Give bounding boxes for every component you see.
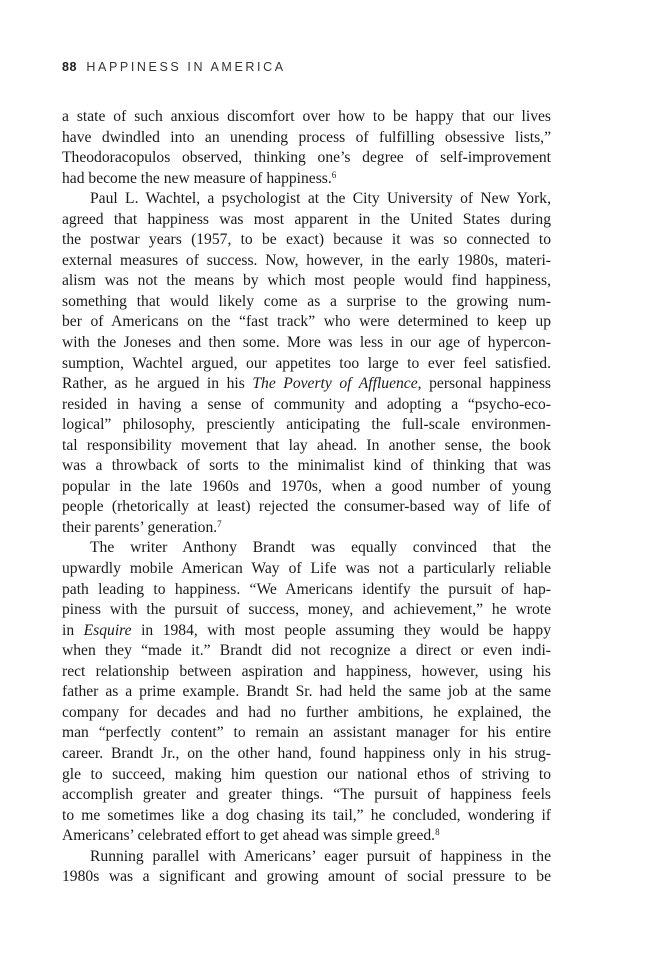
line-text: alism was not the means by which most people would find happiness, xyxy=(62,272,551,290)
line-text: external measures of success. Now, however, in the early 1980s, materi- xyxy=(62,251,551,269)
running-head xyxy=(62,60,286,74)
text-line xyxy=(62,682,551,703)
line-text: with the Joneses and then some. More was less in our age of hypercon- xyxy=(62,334,551,352)
text-line xyxy=(62,518,551,539)
text-line xyxy=(62,785,551,806)
text-line xyxy=(62,703,551,724)
text-line xyxy=(62,271,551,292)
text-line xyxy=(62,847,551,868)
line-text: path leading to happiness. “We Americans identify the pursuit of hap- xyxy=(62,580,551,598)
text-line xyxy=(62,292,551,313)
line-text: popular in the late 1960s and 1970s, when a good number of young xyxy=(62,477,551,495)
line-text: Running parallel with Americans’ eager pursuit of happiness in the xyxy=(90,847,551,865)
text-line xyxy=(62,497,551,518)
line-text: have dwindled into an unending process of fulfilling obsessive lists,” xyxy=(62,128,551,146)
text-line xyxy=(62,354,551,375)
line-text: Rather, as he argued in his xyxy=(62,375,253,393)
line-text: , personal happiness xyxy=(417,375,551,393)
text-line xyxy=(62,806,551,827)
line-text: upwardly mobile American Way of Life was not a particularly reliable xyxy=(62,560,551,578)
line-text: in 1984, with most people assuming they would be happy xyxy=(131,621,551,639)
line-text: 1980s was a significant and growing amount of social pressure to be xyxy=(62,868,551,886)
text-line xyxy=(62,456,551,477)
text-line xyxy=(62,436,551,457)
line-text: when they “made it.” Brandt did not recognize a direct or even indi- xyxy=(62,642,551,660)
line-text: career. Brandt Jr., on the other hand, found happiness only in his strug- xyxy=(62,744,551,762)
text-line xyxy=(62,477,551,498)
line-text: rect relationship between aspiration and happiness, however, using his xyxy=(62,662,551,680)
text-line xyxy=(62,580,551,601)
line-text: was a throwback of sorts to the minimalist kind of thinking that was xyxy=(62,457,551,475)
line-text: father as a prime example. Brandt Sr. had held the same job at the same xyxy=(62,683,551,701)
text-line xyxy=(62,374,551,395)
line-text: had become the new measure of happiness. xyxy=(62,169,332,187)
text-line xyxy=(62,600,551,621)
running-title: HAPPINESS IN AMERICA xyxy=(86,60,286,74)
text-line xyxy=(62,333,551,354)
line-text: accomplish greater and greater things. “The pursuit of happiness feels xyxy=(62,786,551,804)
text-line xyxy=(62,169,551,190)
line-text: agreed that happiness was most apparent in the United States during xyxy=(62,210,551,228)
line-text: their parents’ generation. xyxy=(62,518,218,536)
text-line xyxy=(62,826,551,847)
text-line xyxy=(62,765,551,786)
line-text: Paul L. Wachtel, a psychologist at the City University of New York, xyxy=(90,190,551,208)
line-text: company for decades and had no further ambitions, he explained, the xyxy=(62,703,551,721)
text-line xyxy=(62,107,551,128)
text-line xyxy=(62,744,551,765)
line-text: resided in having a sense of community and adopting a “psycho-eco- xyxy=(62,395,551,413)
line-text: piness with the pursuit of success, money, and achievement,” he wrote xyxy=(62,601,551,619)
line-text: in xyxy=(62,621,84,639)
italic-title: Esquire xyxy=(83,621,132,639)
line-text: ber of Americans on the “fast track” who were determined to keep up xyxy=(62,313,551,331)
text-line xyxy=(62,867,551,888)
text-line xyxy=(62,559,551,580)
text-line xyxy=(62,538,551,559)
text-line xyxy=(62,251,551,272)
page-number: 88 xyxy=(62,60,77,74)
line-text: sumption, Wachtel argued, our appetites too large to ever feel satisfied. xyxy=(62,354,551,372)
text-line xyxy=(62,128,551,149)
line-text: tal responsibility movement that lay ahead. In another sense, the book xyxy=(62,436,551,454)
line-text: Theodoracopulos observed, thinking one’s degree of self-improvement xyxy=(62,149,551,167)
text-line xyxy=(62,148,551,169)
text-line xyxy=(62,641,551,662)
text-line xyxy=(62,621,551,642)
line-text: logical” philosophy, presciently anticipating the full-scale environmen- xyxy=(62,416,551,434)
text-line xyxy=(62,312,551,333)
line-text: to me sometimes like a dog chasing its tail,” he concluded, wondering if xyxy=(62,806,551,824)
text-line xyxy=(62,723,551,744)
line-text: Americans’ celebrated effort to get ahead was simple greed. xyxy=(62,827,436,845)
text-line xyxy=(62,210,551,231)
line-text: man “perfectly content” to remain an assistant manager for his entire xyxy=(62,724,551,742)
text-line xyxy=(62,189,551,210)
footnote-marker: 8 xyxy=(435,827,440,838)
text-line xyxy=(62,662,551,683)
text-line xyxy=(62,415,551,436)
line-text: people (rhetorically at least) rejected the consumer-based way of life of xyxy=(62,498,551,516)
footnote-marker: 7 xyxy=(217,518,222,529)
italic-title: The Poverty of Affluence xyxy=(252,375,418,393)
line-text: The writer Anthony Brandt was equally convinced that the xyxy=(90,539,551,557)
line-text: a state of such anxious discomfort over how to be happy that our lives xyxy=(62,108,551,125)
footnote-marker: 6 xyxy=(331,169,337,180)
line-text: the postwar years (1957, to be exact) because it was so connected to xyxy=(62,231,551,249)
text-line xyxy=(62,395,551,416)
line-text: gle to succeed, making him question our national ethos of striving to xyxy=(62,765,551,783)
line-text: something that would likely come as a surprise to the growing num- xyxy=(62,292,551,310)
body-text xyxy=(62,107,551,888)
text-line xyxy=(62,230,551,251)
